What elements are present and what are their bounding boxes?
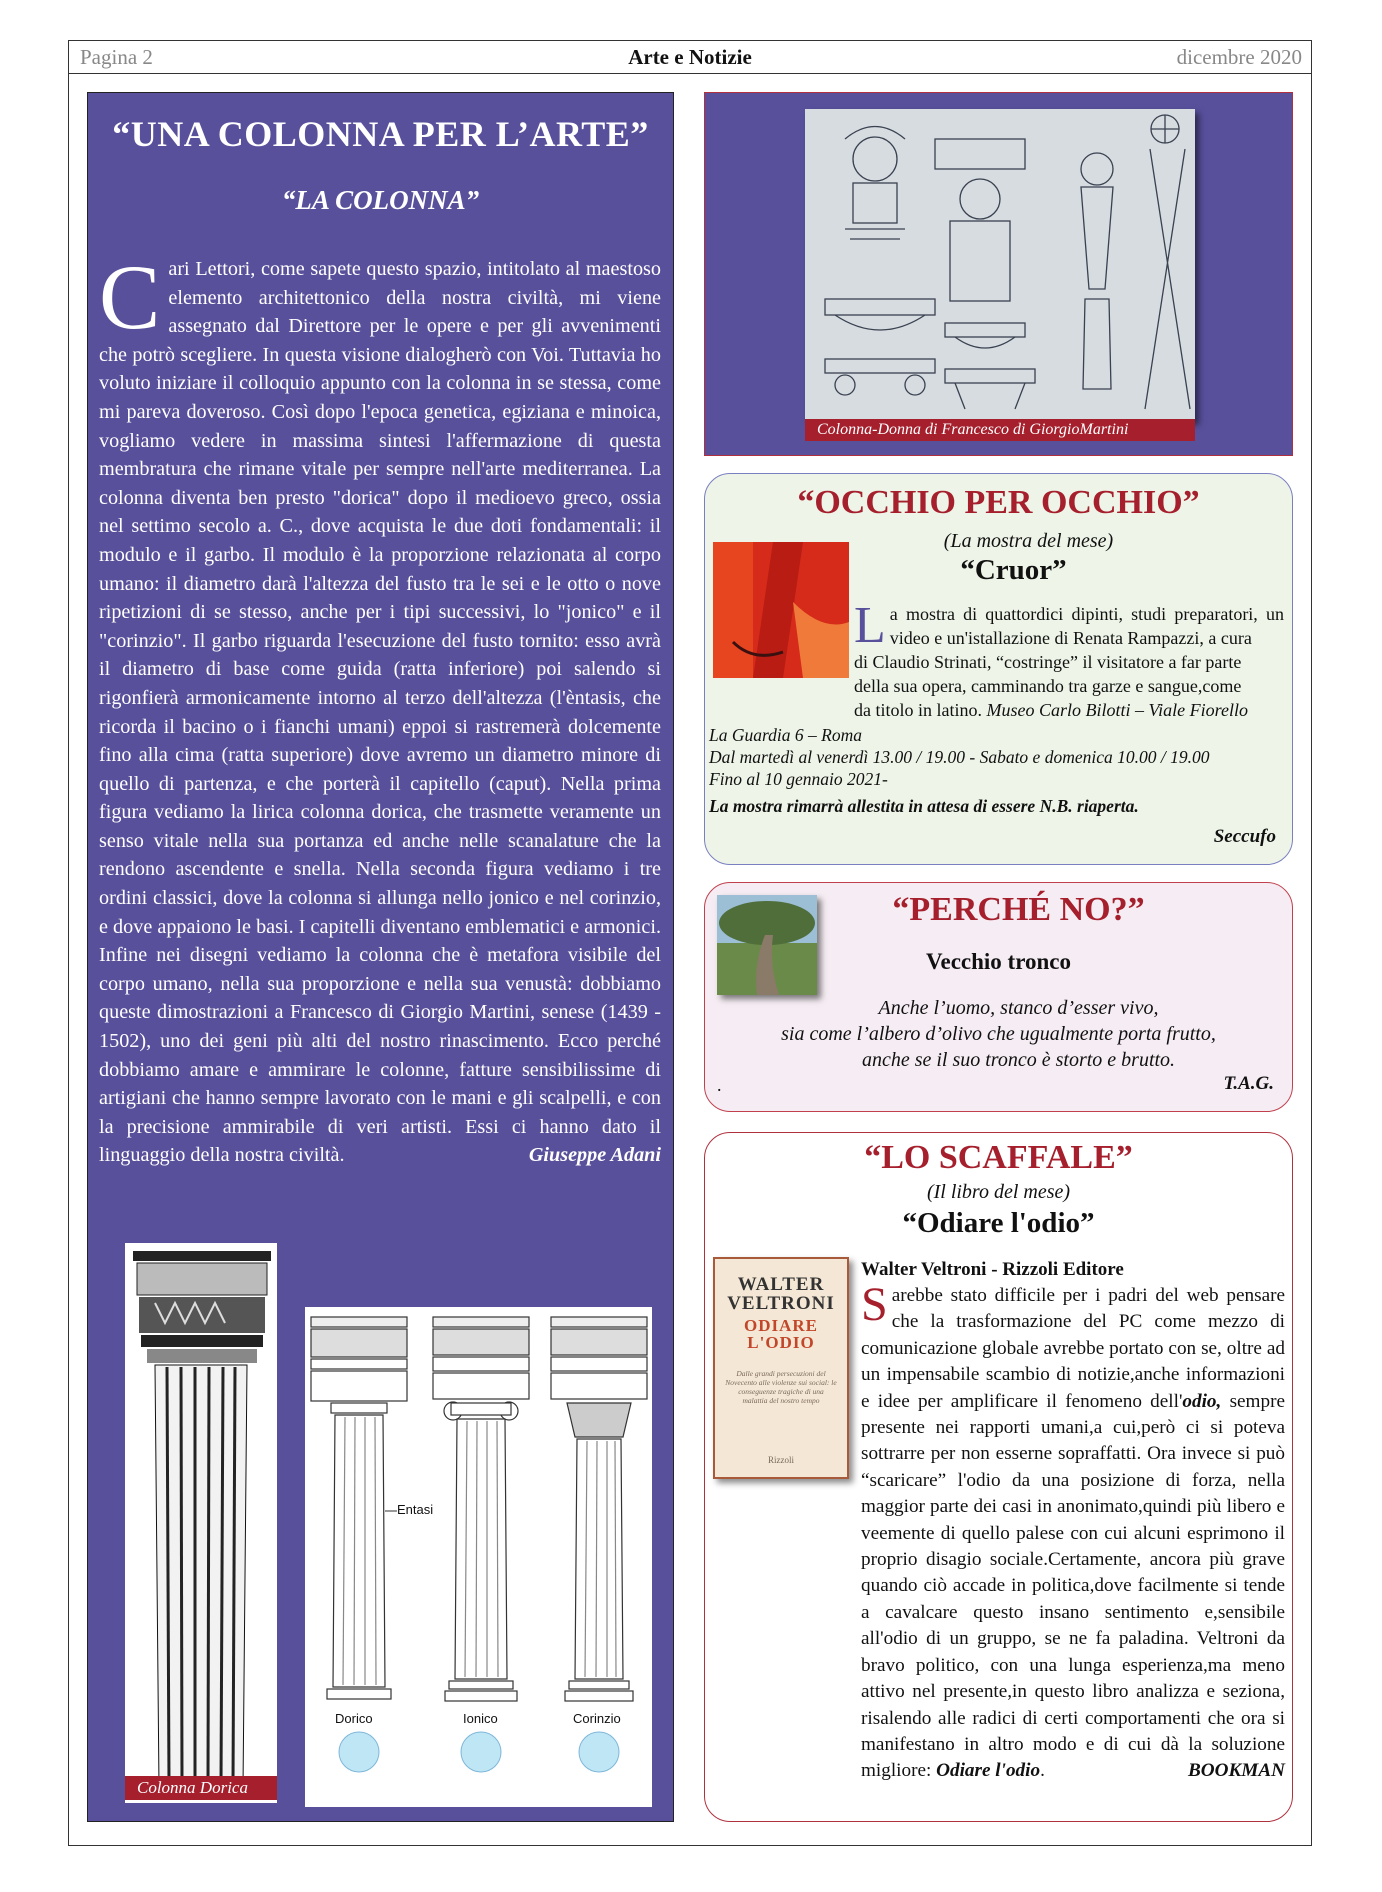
poem-dot: . — [717, 1075, 722, 1095]
olive-tree-photo — [717, 895, 817, 995]
book-cover-title: ODIARE L'ODIO — [743, 1316, 818, 1352]
newspaper-title: Arte e Notizie — [628, 45, 752, 69]
scaffale-dropcap: S — [861, 1278, 888, 1331]
occhio-hours: Dal martedì al venerdì 13.00 / 19.00 - Sabato e domenica 10.00 / 19.00 — [709, 747, 1210, 767]
poem-verse: sia come l’albero d’olivo che ugualmente porta frutto, — [781, 1023, 1216, 1045]
occhio-exhibit-name: “Cruor” — [960, 554, 1067, 586]
book-cover-blurb: Dalle grandi persecuzioni del Novecento alle violenze sui social: le conseguenze tragiche di una malattia del nostro tempo — [725, 1369, 837, 1405]
occhio-signature: Seccufo — [1213, 826, 1276, 847]
occhio-note: La mostra rimarrà allestita in attesa di essere N.B. riaperta. — [709, 796, 1139, 816]
article-body — [99, 246, 661, 1170]
sketch-caption: Colonna-Donna di Francesco di GiorgioMartini — [805, 419, 1195, 441]
perche-no-box — [704, 882, 1293, 1112]
doric-column-figure — [125, 1243, 277, 1803]
article-title: “UNA COLONNA PER L’ARTE” — [112, 114, 649, 154]
page-number: Pagina 2 — [80, 45, 153, 69]
doric-column-drawing — [125, 1243, 277, 1803]
book-cover-author: WALTER VELTRONI — [727, 1274, 835, 1314]
book-cover-publisher: Rizzoli — [768, 1455, 794, 1465]
scaffale-rest: sempre presente nei rapporti umani,a cui,però ci si poteva sottrarre per non esserne sopraffatti. Ora invece si può “scaricare” l'odio da una posizione di forza, nella maggior parte dei casi in anonimato,quindi più libero e veemente di quello palese con cui alcuni esprimono il proprio disagio sociale.Certamente, ancora più grave quando ciò accade in politica,dove facilmente si tende a cavalcare questo insano sentimento e,sensibile all'odio di un gruppo, se ne fa paladina. Veltroni da bravo politico, con una lunga esperienza,ma meno attivo nel presente,in questo libro analizza e seziona, risalendo alle radici di certi comportamenti che ora si manifestano in altro modo e di cui dà la soluzione migliore: — [861, 1390, 1285, 1782]
scaffale-subtitle: (Il libro del mese) — [926, 1181, 1071, 1203]
scaffale-ending-dot: . — [1040, 1760, 1045, 1782]
occhio-line: da titolo in latino. — [854, 700, 987, 720]
article-text: ari Lettori, come sapete questo spazio, intitolato al maestoso elemento architettonico della nostra civiltà, mi viene assegnato dal Direttore per le opere e per gli avvenimenti che potrò scegliere. In questa visione dialogherò con Voi. Tuttavia ho voluto iniziare il colloquio appunto con la colonna in se stessa, come mi pareva doveroso. Così dopo l'epoca genetica, egiziana e minoica, vogliamo vedere in massima sintesi l'affermazione di questa membratura che rimane vitale per sempre nell'arte mediterranea. La colonna diventa ben presto "dorica" dopo il medioevo greco, ossia nel settimo secolo a. C., dove acquista le due doti fondamentali: il modulo e il garbo. Il modulo è la proporzione relazionata al corpo umano: il diametro darà l'altezza del fusto tra le sei e le otto o nove ripetizioni di se stesso, anche per i tipi successivi, lo "jonico" e il "corinzio". Il garbo riguarda l'esecuzione del fusto tornito: esso avrà il diametro di base come guida (ratta inferiore) poi salendo si rigonfierà armonicamente intorno al terzo dell'altezza (l'èntasis, che ricorda il bacino o i fianchi umani) eppoi si rastremerà dolcemente fino alla cima (ratta superiore) dove avremo un diametro minore di quello di partenza, e che porterà il capitello (caput). Nella prima figura vediamo la lirica colonna dorica, che trasmette veramente un senso vitale nella sua portanza ed anche nelle scanalature che la rendono ascendente e snella. Nella seconda figura vediamo i tre ordini classici, dove la colonna si allunga nello jonico e nel corinzio, e dove appaiono le basi. I capitelli diventano emblematici e armonici. Infine nei disegni vediamo la colonna che è metafora visibile del corpo umano, nella sua proporzione e nella sua venustà: dobbiamo queste dimostrazioni a Francesco di Giorgio Martini, senese (1439 - 1502), uno dei geni più alti del nostro rinascimento. Ecco perché dobbiamo amare e ammirare le colonne, fatture sensibilissime di artigiani che hanno sempre lavorato con le mani e gli scalpelli, e con la precisione ammirabile di veri artisti. Essi ci hanno dato il linguaggio della nostra civiltà. — [99, 258, 661, 1167]
order-label-corinzio: Corinzio — [573, 1711, 621, 1726]
article-subtitle: “LA COLONNA” — [281, 185, 480, 215]
scaffale-body — [713, 1278, 1285, 1785]
occhio-venue: Museo Carlo Bilotti – Viale Fiorello — [986, 700, 1248, 720]
perche-poem — [705, 995, 1292, 1073]
column-article-panel — [87, 92, 674, 1822]
order-label-dorico: Dorico — [335, 1711, 373, 1726]
sketch-panel — [704, 92, 1293, 456]
occhio-line: della sua opera, camminando tra garze e sangue,come — [854, 676, 1242, 696]
occhio-line: a mostra di quattordici dipinti, studi preparatori, un — [889, 604, 1284, 624]
sketch-drawing — [805, 109, 1195, 421]
occhio-line: video e un'istallazione di Renata Rampazzi, a cura — [889, 628, 1252, 648]
poem-verse: Anche l’uomo, stanco d’esser vivo, — [878, 997, 1159, 1019]
occhio-title: “OCCHIO PER OCCHIO” — [797, 484, 1200, 521]
martini-sketch-image — [805, 109, 1195, 421]
perche-signature: T.A.G. — [1223, 1073, 1274, 1094]
occhio-per-occhio-box — [704, 473, 1293, 865]
occhio-subtitle: (La mostra del mese) — [943, 530, 1114, 552]
scaffale-ending: Odiare l'odio — [936, 1760, 1041, 1782]
olive-tree-art — [717, 895, 817, 995]
issue-date: dicembre 2020 — [1176, 45, 1302, 69]
occhio-until: Fino al 10 gennaio 2021- — [709, 769, 888, 789]
article-dropcap: C — [99, 246, 161, 348]
order-label-ionico: Ionico — [463, 1711, 498, 1726]
poem-verse: anche se il suo tronco è storto e brutto. — [861, 1049, 1176, 1071]
perche-title: “PERCHÉ NO?” — [892, 891, 1145, 928]
occhio-body — [709, 597, 1284, 722]
occhio-info — [709, 724, 1284, 790]
scaffale-book-name: “Odiare l'odio” — [902, 1207, 1095, 1239]
article-signature: Giuseppe Adani — [528, 1144, 661, 1167]
scaffale-signature: BOOKMAN — [1187, 1760, 1285, 1782]
lo-scaffale-box — [704, 1132, 1293, 1822]
entasi-label: Entasi — [397, 1502, 434, 1517]
occhio-line: di Claudio Strinati, “costringe” il visitatore a far parte — [854, 652, 1242, 672]
page-header — [68, 40, 1312, 74]
doric-caption: Colonna Dorica — [125, 1776, 277, 1800]
perche-poem-title: Vecchio tronco — [925, 949, 1071, 974]
three-orders-drawing — [305, 1307, 652, 1807]
scaffale-lead: arebbe stato difficile per i padri del web pensare che la trasformazione del PC come mezzo di comunicazione globale avrebbe portato con se, oltre ad un impensabile scambio di notizie,anche informazioni e idee per amplificare il fenomeno dell' — [861, 1285, 1285, 1412]
occhio-dropcap: L — [854, 597, 886, 654]
scaffale-title: “LO SCAFFALE” — [864, 1139, 1133, 1176]
occhio-address: La Guardia 6 – Roma — [709, 725, 862, 745]
scaffale-odio-word: odio, — [1182, 1390, 1222, 1412]
three-orders-figure — [305, 1307, 652, 1807]
scaffale-author-line: Walter Veltroni - Rizzoli Editore — [861, 1259, 1124, 1280]
